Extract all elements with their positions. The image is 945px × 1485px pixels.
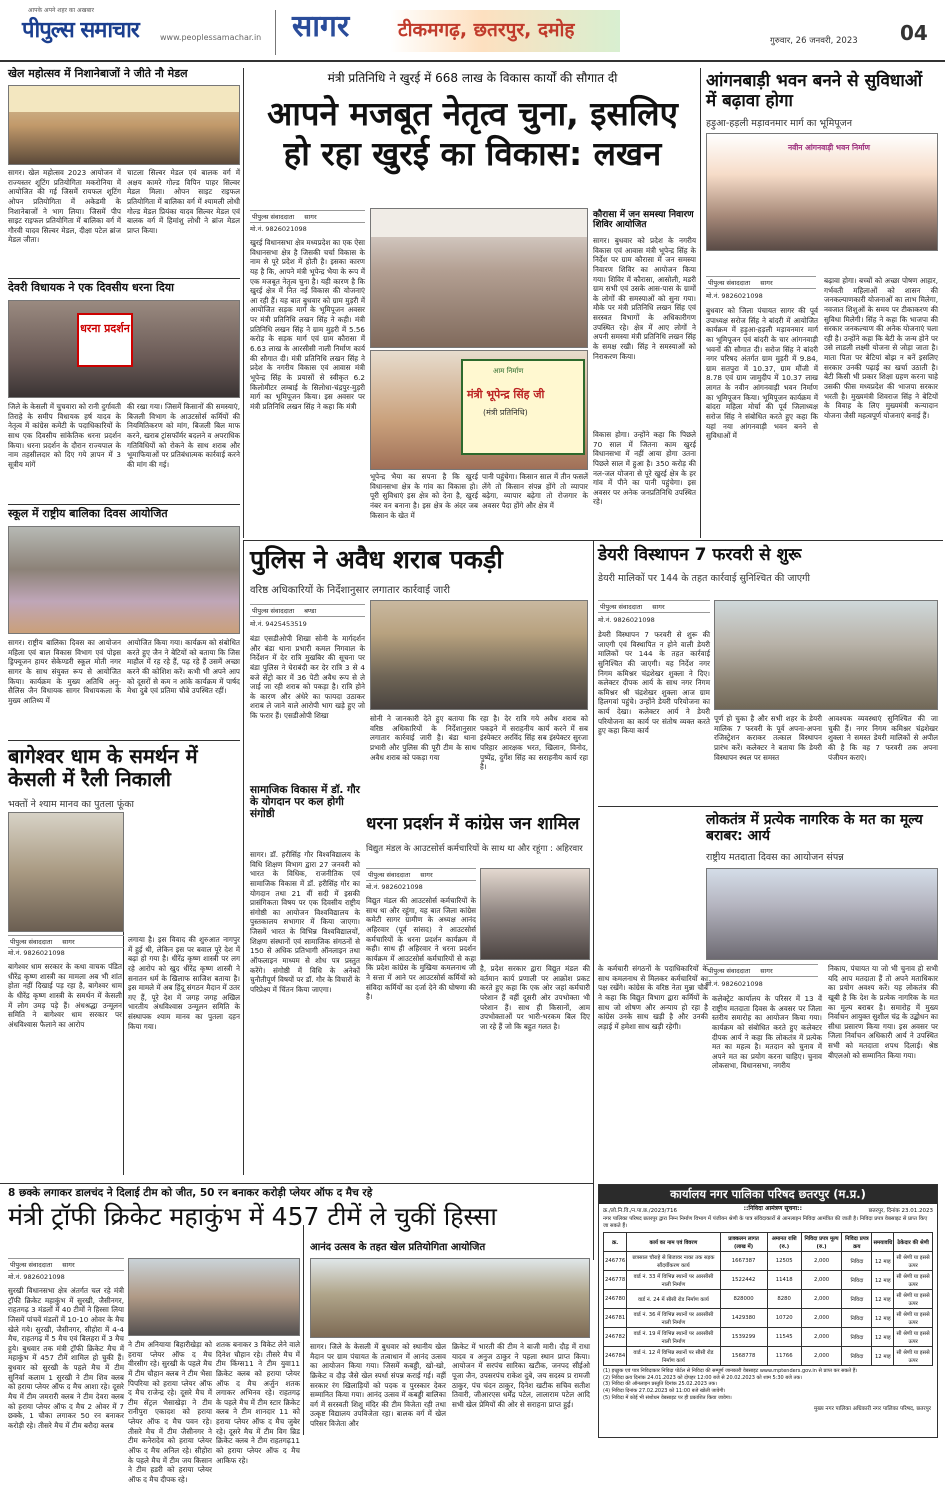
banner-name: मंत्री भूपेन्द्र सिंह जी bbox=[467, 388, 545, 401]
article-text: खुरई विधानसभा क्षेत्र मध्यप्रदेश का एक ऐसा विधानसभा क्षेत्र है जिसकी चर्चा विकास के नाम से पूरे प्रदेश में होती है। इसका कारण यह है कि, आपने मंत्री भूपेन्द्र भैया के रूप में एक मजबूत नेतृत्व चुना है। यही कारण है कि खुरई क्षेत्र में नित नई विकास की योजनाएं आ रही हैं। यह बात बुधवार को ग्राम मुड़री में आयोजित सड़क मार्ग के भूमिपूजन अवसर पर मंत्री प्रतिनिधि लखन सिंह ने कही। मंत्री प्रतिनिधि लखन सिंह ने ग्राम मुड़री में 5.56 करोड़ के सड़क मार्ग एवं ग्राम कौरासा में 6.63 लाख के आरसीसी नाली निर्माण कार्य की सौगात दी। मंत्री प्रतिनिधि लखन सिंह ने प्रदेश के नगरीय विकास एवं आवास मंत्री भूपेन्द्र सिंह के प्रयासों से स्वीकृत 6.2 किलोमीटर लम्बाई के सिलोधा-चंद्रपुर-मुड़री मार्ग का भूमिपूजन किया। इस अवसर पर मंत्री प्रतिनिधि लखन सिंह ने कहा कि मंत्री bbox=[250, 238, 365, 411]
table-header-cell: निविदा प्रपत्र मूल्य (रु.) bbox=[801, 1232, 841, 1251]
byline-place: सागर bbox=[62, 1261, 75, 1269]
table-cell: 2,000 bbox=[801, 1327, 841, 1346]
tender-table bbox=[603, 1232, 933, 1366]
byline bbox=[8, 1258, 124, 1271]
table-cell: 12 माह bbox=[872, 1346, 894, 1365]
photo-girls-school bbox=[8, 526, 240, 634]
table-header-cell: ठेकेदार की श्रेणी bbox=[894, 1232, 933, 1251]
table-cell: सी श्रेणी या इससे ऊपर bbox=[894, 1308, 933, 1327]
article-shooting-medals bbox=[8, 168, 240, 276]
kicker-khurai: मंत्री प्रतिनिधि ने खुरई में 668 लाख के विकास कार्यों की सौगात दी bbox=[327, 71, 618, 85]
article-text: आवश्यक व्यवस्थाएं सुनिश्चित की जा चुकी हैं। नगर निगम कमिश्नर चंद्रशेखर शुक्ला ने समस्त डेयरी मालिकों से अपील की है कि वह 7 फरवरी तक अपना पंजीयन कराएं। bbox=[828, 714, 938, 762]
article-text: के कर्मचारी संगठनों के पदाधिकारियों के साथ कमलनाथ से मिलकर कर्मचारियों का पक्ष रखेंगे। कांग्रेस के वरिष्ठ नेता मुन्ना चौबे ने कहा कि विद्युत विभाग द्वारा कर्मियों के साथ जो शोषण और अन्याय हो रहा है कांग्रेस उनके साथ खड़ी है और उनकी लड़ाई में हमेशा साथ खड़ी रहेगी। bbox=[598, 964, 708, 1031]
byline-mobile: मो.नं. 9826021098 bbox=[8, 1273, 65, 1281]
table-cell: सी श्रेणी या इससे ऊपर bbox=[894, 1270, 933, 1289]
subheadline-illegal-liquor: वरिष्ठ अधिकारियों के निर्देशानुसार लगातार कार्रवाई जारी bbox=[250, 585, 450, 596]
notice-title: कार्यालय नगर पालिका परिषद छतरपुर (म.प्र.) bbox=[599, 1185, 937, 1204]
article-text: विद्युत मंडल की आउटसोर्स कर्मचारियों के साथ था और रहूंगा, यह बात जिला कांग्रेस कमेटी सागर ग्रामीण के अध्यक्ष आनंद अहिरवार (पूर्व सांसद) ने आउटसोर्स कर्मचारियों के धरना प्रदर्शन कार्यक्रम में कही। साथ ही अहिरवार ने धरना प्रदर्शन कार्यक्रम में आउटसोर्स कर्मचारियों से कहा कि प्रदेश कांग्रेस के मुखिया कमलनाथ जी ने सत्ता में आने पर आउटसोर्स कर्मियों को संविदा कर्मियों का दर्जा देने की घोषणा की है। bbox=[366, 896, 476, 1002]
article-girl-child-day bbox=[8, 638, 240, 738]
headline-congress-protest: धरना प्रदर्शन में कांग्रेस जन शामिल bbox=[366, 814, 580, 834]
table-cell: 246781 bbox=[604, 1308, 627, 1327]
headline-cricket-tournament: मंत्री ट्रॉफी क्रिकेट महाकुंभ में 457 टीमें ले चुकीं हिस्सा bbox=[8, 1202, 497, 1231]
table-row bbox=[604, 1289, 933, 1308]
table-cell: 1429380 bbox=[720, 1308, 767, 1327]
article-text: सुरखी विधानसभा क्षेत्र अंतर्गत चल रहे मंत्री ट्रॉफी क्रिकेट महाकुंभ में सुरखी, जैसीनगर, राहतगढ़ 3 मंडलों में 40 टीमों ने हिस्सा लिया जिसमें पांचवें मंडलों में 10-10 ओवर के मैच खेले गये। सुरखी, जैसीनगर, सीहोरा में 4-4 मैच, राहतगढ़ में 5 मैच एवं बिलहरा में 3 मैच हुये। बुधवार तक मंत्री ट्रॉफी क्रिकेट मैच में महाकुंभ में 457 टीमें शामिल हो चुकी हैं। बुधवार को सुरखी के पहले मैच में टीम सुनिर्वा कलाम 1 सुरखी ने टीम शिव क्लब को हराया प्लेयर ऑफ द मैच आशा रहे। दूसरे मैच में टीम जमरारी क्लब ने टीम देवरा क्लब को हराया प्लेयर ऑफ द मैच 2 ओवर में 7 छक्के, 1 चौका लगाकर 50 रन बनाकर करोड़ी रहे। तीसरे मैच में टीम बरौदा क्लब bbox=[8, 1286, 124, 1430]
byline bbox=[250, 210, 365, 223]
kicker-cricket: 8 छक्के लगाकर डालचंद ने दिलाई टीम को जीत, 50 रन बनाकर करोड़ी प्लेयर ऑफ द मैच रहे bbox=[8, 1187, 373, 1199]
table-cell: निविदा bbox=[842, 1327, 872, 1346]
logo: पीपुल्स समाचार bbox=[22, 18, 139, 43]
masthead-divider bbox=[275, 10, 276, 55]
byline-place: सागर bbox=[304, 213, 317, 221]
column-divider bbox=[700, 68, 701, 538]
table-cell: 12 माह bbox=[872, 1308, 894, 1327]
article-text: पानी पहुंचेगा। किसान साल में तीन फसलें लेंगे तो किसान संपन्न होंगे तो व्यापार बढ़ेगा, व्यापार बढ़ेगा तो रोजगार के अवसर पैदा होंगे और क्षेत्र में bbox=[482, 472, 588, 510]
table-cell: 2,000 bbox=[801, 1289, 841, 1308]
photo-shooting-winners bbox=[8, 85, 240, 165]
anganwadi-banner: नवीन आंगनवाड़ी भवन निर्माण bbox=[788, 143, 870, 152]
table-cell: सी श्रेणी या इससे ऊपर bbox=[894, 1327, 933, 1346]
headline-bageshwar-rally: बागेश्वर धाम के समर्थन में केसली में रैली निकाली bbox=[8, 744, 198, 791]
banner-role: (मंत्री प्रतिनिधि) bbox=[483, 408, 528, 417]
article-text: बंडा एसडीओपी शिखा सोनी के मार्गदर्शन और बंडा थाना प्रभारी कमल निगवाल के निर्देशन में देर रात्रि मुखबिर की सूचना पर बंडा पुलिस ने घेराबंदी कर देर रात्रि 3 से 4 बजे सेंट्रो कार में 36 पेटी अवैध रूप से ले जाई जा रही शराब को पकड़ा है। रात्रि होने के कारण और अंधेरे का फायदा उठाकर शराब ले जाने वाले आरोपी भाग खड़े हुए जो कि फरार हैं। एसडीओपी शिखा bbox=[250, 634, 365, 721]
notice-note: (1) इच्छुक एवं पात्र निविदाकार निविदा पोर्टल से निविदा की सम्पूर्ण जानकारी वेबसाइट www.mptenders.gov.in से प्राप्त कर सकते हैं। bbox=[603, 1367, 858, 1374]
byline-name: पीपुल्स संवाददाता bbox=[368, 871, 411, 879]
article-text: पूर्ण हो चुका है और सभी शहर के डेयरी मालिक 7 फरवरी के पूर्व अपना-अपना रजिस्ट्रेशन कराकर तत्काल विस्थापन प्रारंभ करें। कलेक्टर ने बताया कि डेयरी विस्थापन स्थल पर समस्त bbox=[714, 714, 822, 762]
table-cell: 12 माह bbox=[872, 1289, 894, 1308]
table-cell: 12505 bbox=[767, 1251, 801, 1270]
notice-intro: नगर पालिका परिषद छतरपुर द्वारा निम्न निर्माण विभाग में पंजीयन श्रेणी के पात्र संविदाकारों से आनलाइन निविदा आमंत्रित की जाती है। निविदा प्रपत्र वेबसाइट से प्राप्त किए जा सकते हैं। bbox=[603, 1216, 928, 1230]
headline-illegal-liquor: पुलिस ने अवैध शराब पकड़ी bbox=[250, 545, 503, 574]
byline bbox=[706, 276, 816, 289]
column-divider bbox=[593, 540, 594, 830]
byline-place: सागर bbox=[420, 871, 433, 879]
byline bbox=[8, 935, 124, 948]
table-row bbox=[604, 1327, 933, 1346]
table-cell: 11766 bbox=[767, 1346, 801, 1365]
table-cell: 246784 bbox=[604, 1346, 627, 1365]
table-cell: 1522442 bbox=[720, 1270, 767, 1289]
article-text: कलेक्ट्रेट कार्यालय के परिसर में 13 वें राष्ट्रीय मतदाता दिवस के अवसर पर जिला स्तरीय समारोह का आयोजन किया गया। कार्यक्रम को संबोधित करते हुए कलेक्टर दीपक आर्य ने कहा कि लोकतंत्र में प्रत्येक मत का महत्व है। मतदान को चुनाव में अपने मत का प्रयोग करना चाहिए। चुनाव लोकसभा, विधानसभा, नगरीय bbox=[712, 994, 822, 1071]
byline-place: बण्डा bbox=[304, 607, 317, 615]
byline-mobile: मो.नं. 9826021098 bbox=[598, 616, 655, 624]
article-text: सागर। डॉ. हरीसिंह गौर विश्वविद्यालय के विधि शिक्षण विभाग द्वारा 27 जनवरी को भारत के विधिक, राजनीतिक एवं सामाजिक विकास में डॉ. हरीसिंह गौर का योगदान तथा 21 वीं सदी में इसकी प्रासंगिकता विषय पर एक दिवसीय राष्ट्रीय संगोष्ठी का आयोजन विश्वविद्यालय के पुस्तकालय सभागार में किया जाएगा। जिसमें भारत के विभिन्न विश्वविद्यालयों, शिक्षण संस्थानों एवं सामाजिक संगठनों से 150 से अधिक प्रतिभागी ऑनलाइन तथा ऑफलाइन माध्यम से शोध पत्र प्रस्तुत करेंगे। संगोष्ठी में विधि के अनेकों चुनौतीपूर्ण विषयों पर डॉ. गौर के विचारों के परिप्रेक्ष्य में चिंतन किया जाएगा। bbox=[250, 850, 360, 994]
article-text: सोनी ने जानकारी देते हुए बताया कि वरिष्ठ अधिकारियों के निर्देशानुसार लगातार कार्रवाई जारी है। बंडा थाना प्रभारी और पुलिस की पूरी टीम के साथ अवैध शराब को पकड़ा गया bbox=[370, 714, 476, 762]
article-text: विकास होगा। उन्होंने कहा कि पिछले 70 साल में जितना काम खुरई विधानसभा में नहीं आया होगा उतना पिछले साल में हुआ है। 350 करोड़ की नल-जल योजना से पूरे खुरई क्षेत्र के हर गांव में पीने का पानी पहुंचेगा। इस अवसर पर अनेक जनप्रतिनिधि उपस्थित रहे। bbox=[593, 430, 696, 507]
table-cell: निविदा bbox=[842, 1308, 872, 1327]
photo-protest bbox=[8, 300, 240, 398]
photo-congress-protest bbox=[480, 868, 590, 960]
byline-name: पीपुल्स संवाददाता bbox=[10, 1261, 53, 1269]
subheadline-anganwadi: हड़ुआ-हड़ली मड़ावनमार मार्ग का भूमिपूजन bbox=[706, 118, 852, 129]
logo-tagline: आपके अपने शहर का अखबार bbox=[28, 7, 94, 14]
table-cell: वार्ड नं. 19 में विभिन्न स्थानों पर आरसीसी नाली निर्माण bbox=[627, 1327, 720, 1346]
byline-place: सागर bbox=[62, 938, 75, 946]
table-cell: निविदा bbox=[842, 1251, 872, 1270]
byline-name: पीपुल्स संवाददाता bbox=[708, 967, 751, 975]
table-cell: वार्ड नं. 33 में विभिन्न स्थानों पर आरसीसी नाली निर्माण bbox=[627, 1270, 720, 1289]
table-row bbox=[604, 1251, 933, 1270]
page-number: 04 bbox=[900, 21, 928, 45]
headline-shooting-medals: खेल महोत्सव में निशानेबाजों ने जीते नौ मेडल bbox=[8, 67, 188, 80]
subheadline-voter-day: राष्ट्रीय मतदाता दिवस का आयोजन संपन्न bbox=[706, 852, 844, 863]
byline bbox=[706, 964, 818, 977]
article-deori-mla-protest bbox=[8, 402, 240, 502]
table-header-cell: समयावधि bbox=[872, 1232, 894, 1251]
byline-name: पीपुल्स संवाददाता bbox=[252, 607, 295, 615]
article-text: आयोजित किया गया। कार्यक्रम को संबोधित करते हुए जैन ने बेटियों को बताया कि जिस माहौल में रह रहे हैं, पढ़ रहे हैं उसमें अच्छा करने की कोशिश करें। कभी भी अपने आप को दूसरों से कम न आंके कार्यक्रम में पार्षद मेधा दुबे एवं प्रतिमा चौबे उपस्थित रहीं। bbox=[127, 638, 240, 696]
article-text: सागर। बुधवार को प्रदेश के नगरीय विकास एवं आवास मंत्री भूपेन्द्र सिंह के निर्देश पर ग्राम कौरासा में जन समस्या निवारण शिविर का आयोजन किया गया। शिविर में कौरासा, आसोली, मडरी ग्राम सभी एवं उसके आस-पास के ग्रामों के लोगों की समस्याओं को सुना गया। मौके पर मंत्री प्रतिनिधि लखन सिंह एवं सरस्वत विभागों के अधिकारीगण उपस्थित रहे। क्षेत्र में आए लोगों ने अपनी समस्या मंत्री प्रतिनिधि लखन सिंह के समक्ष रखी। सिंह ने समस्याओं को निराकरण किया। bbox=[593, 236, 696, 361]
table-cell: 8280 bbox=[767, 1289, 801, 1308]
article-text: सागर। राष्ट्रीय बालिका दिवस का आयोजन महिला एवं बाल विकास विभाग एवं पोइस ड्रिफ्यूजन हायर सेकेण्डरी स्कूल मोती नगर सागर के साथ संयुक्त रूप से आयोजित किया। कार्यक्रम के मुख्य अतिथि अनु- सैलिस जैन विधायक सागर विधायकला के मुख्य आतिथ्य में bbox=[8, 638, 121, 705]
date: गुरुवार, 26 जनवरी, 2023 bbox=[770, 36, 858, 46]
row-divider bbox=[243, 540, 943, 541]
table-cell: वार्ड नं. 36 में विभिन्न स्थानों पर आरसीसी नाली निर्माण bbox=[627, 1308, 720, 1327]
article-text: बुधवार को जिला पंचायत सागर की पूर्व उपाध्यक्ष सरोज सिंह ने बांदरी में आयोजित कार्यक्रम में हड़ुआ-हड़ली मड़ावनमार मार्ग का भूमिपूजन एवं बांदरी के चार आंगनवाड़ी भवनों की सौगात दी। सरोज सिंह ने बांदरी नगर परिषद अंतर्गत ग्राम मुड़री में 9.84, ग्राम सतपुरा में 10.37, ग्राम मौंजी में 8.78 एवं ग्राम जामुदीप में 10.37 लाख लागत के नवीन आंगनवाड़ी भवन निर्माण का भूमिपूजन किया। भूमिपूजन कार्यक्रम में बांदरा महिला मोर्चा की पूर्व जिलाध्यक्ष सरोज सिंह ने संबोधित करते हुए कहा कि यहां नया आंगनवाड़ी भवन बनने से सुविधाओं में bbox=[706, 306, 818, 441]
notice-note: (3) निविदा की ऑनलाइन प्रस्तुति दिनांक 25.02.2023 तक। bbox=[603, 1381, 718, 1388]
photo-kabaddi bbox=[310, 1258, 590, 1338]
byline-mobile: मो.नं. 9826021098 bbox=[706, 292, 763, 300]
banner-tag: आम निर्माण bbox=[493, 367, 524, 375]
photo-anganwadi bbox=[706, 133, 938, 251]
city-name: सागर bbox=[292, 9, 350, 44]
website[interactable]: www.peoplessamachar.in bbox=[160, 33, 262, 42]
notice-signature: मुख्य नगर पालिका अधिकारी नगर पालिका परिषद, छतरपुर bbox=[813, 1405, 931, 1412]
table-cell: वार्ड नं. 24 में सीसी रोड निर्माण कार्य bbox=[627, 1289, 720, 1308]
table-row bbox=[604, 1270, 933, 1289]
table-cell: निविदा bbox=[842, 1270, 872, 1289]
article-text: सागर। जिले के केसली में बुधवार को स्थानीय खेल मैदान पर ग्राम पंचायत के तत्वाधान में आनंद उत्सव का आयोजन किया गया। जिसमें कबड्डी, खो-खो, क्रिकेट व दौड़ जैसे खेल स्पर्धा संपन्न कराई गई। वहीं सरकार रंग खिलाड़ियों को पदक व पुरस्कार देकर सम्मानित किया गया। आनंद उत्सव में कबड्डी बालिका वर्ग में सरस्वती शिशु मंदिर की टीम विजेता रही तथा उत्कृष्ट विद्यालय उपविजेता रहा। बालक वर्ग में खेल परिसर विजेता और bbox=[310, 1342, 446, 1429]
headline-voter-day: लोकतंत्र में प्रत्येक नागरिक के मत का मूल्य बराबर: आर्य bbox=[706, 812, 923, 845]
article-text: सागर। खेल महोत्सव 2023 आयोजन में राज्यस्तर शूटिंग प्रतियोगिता मकरोनिया में आयोजित की गई जिसमें रायफल शूटिंग ओपन प्रतियोगिता में अकेडमी के निशानेबाजों ने भाग लिया। जिसमें पीप साइट राइफल प्रतियोगिता में बालिका वर्ग में गौरवी यादव सिल्वर मेडल, दीक्षा पटेल ब्रांज मेडल जीता। bbox=[8, 168, 121, 245]
table-cell: 11418 bbox=[767, 1270, 801, 1289]
table-cell: 10720 bbox=[767, 1308, 801, 1327]
table-header-cell: निविदा प्रपत्र क्रय bbox=[842, 1232, 872, 1251]
byline-mobile: मो.नं. 9826021098 bbox=[366, 883, 423, 891]
table-cell: 11545 bbox=[767, 1327, 801, 1346]
table-cell: 246782 bbox=[604, 1327, 627, 1346]
table-header-cell: अमानत राशि (रु.) bbox=[767, 1232, 801, 1251]
headline-anganwadi: आंगनबाड़ी भवन बनने से सुविधाओं में बढ़ावा होगा bbox=[706, 71, 923, 111]
notice-subtitle: ::निविदा आमंत्रण सूचना:: bbox=[743, 1205, 802, 1213]
table-header-cell: कार्य का नाम एवं विवरण bbox=[627, 1232, 720, 1251]
table-cell: 1539299 bbox=[720, 1327, 767, 1346]
byline-mobile: मो.नं. 9425453519 bbox=[250, 620, 307, 628]
row-divider bbox=[8, 504, 240, 505]
table-cell: 246776 bbox=[604, 1251, 627, 1270]
article-text: है, प्रदेश सरकार द्वारा विद्युत मंडल की वर्तमान कार्य प्रणाली पर आक्रोश प्रकट करते हुए कहा कि एक ओर जहां कर्मचारी परेशान हैं वहीं दूसरी ओर उपभोक्ता भी परेशान हैं। साथ ही किसानों, आम उपभोक्ताओं पर भारी-भरकम बिल दिए जा रहे हैं जो कि बहुत गलत है। bbox=[480, 964, 590, 1031]
byline-place: सागर bbox=[760, 279, 773, 287]
article-text: रहा है। देर रात्रि गये अवैध शराब को पकड़ने में सराहनीय कार्य करने में सब इंस्पेक्टर अरविंद सिंह सब इंस्पेक्टर सुरजा परिहार आरक्षक भरत, खिलान, विनोद, पुष्पेंद्र, दुर्गेश सिंह का सराहनीय कार्य रहा है। bbox=[480, 714, 588, 772]
table-cell: 828000 bbox=[720, 1289, 767, 1308]
table-cell: निविदा bbox=[842, 1289, 872, 1308]
byline-mobile: मो.नं. 9826021098 bbox=[250, 225, 307, 233]
photo-voter-day bbox=[706, 868, 938, 960]
photo-cricket-teams bbox=[128, 1258, 300, 1336]
article-text: निकाय, पंचायत या जो भी चुनाव हो सभी यदि आप मतदाता हैं तो अपने मताधिकार का प्रयोग अवश्य करें। यह लोकतंत्र की खूबी है कि देश के प्रत्येक नागरिक के मत का मूल्य बराबर है। समारोह में मुख्य निर्वाचन आयुक्त सुशील चंद्र के उद्बोधन का सीधा प्रसारण किया गया। इस अवसर पर जिला निर्वाचन अधिकारी आर्य ने उपस्थित सभी को मतदाता शपथ दिलाई। श्रेष्ठ बीएलओ को सम्मानित किया गया। bbox=[828, 964, 938, 1060]
table-header-cell: प्राक्कलन लागत (लाख में) bbox=[720, 1232, 767, 1251]
article-text: क्रिकेट में भारती की टीम ने बाजी मारी। दौड़ में राधा यादव व अनुज ठाकुर ने पहला स्थान प्राप्त किया। आयोजन में सरपंच सारिका खटीक, जनपद सीईओ पूजा जैन, उपसरपंच राकेश दुबे, जय सदस्य प्र रामजी ठाकुर, पंच चंदन ठाकुर, दिनेश खटीक सचिव सतीश तिवारी, जीआरएस धर्मेंद्र पटेल, लालाराम पटेल आदि सभी खेल प्रेमियों की ओर से सराहना प्राप्त हुई। bbox=[452, 1342, 590, 1409]
article-text: ने टीम अनियाया बिहारीखेड़ा को हराया प्लेयर ऑफ द मैच वीरसीग रहे। सुरखी के पहले मैच में टीम चौहान क्लब ने टीम भैसा पिपरिया को हराया प्लेयर ऑफ द मैच राजेन्द्र रहे। दूसरे मैच में टीम सेंट्रल भैसाखेड़ा ने टीम रानीपुरा एकादश को हराया प्लेयर ऑफ द मैच पवन रहे। तीसरे मैच में टीम जैसीनगर ने टीम कनेरादेव को हराया प्लेयर ऑफ द मैच अनिल रहे। सीहोरा के पहले मैच में टीम जय किसान ने टीम हडरी को हराया प्लेयर ऑफ द मैच दीपक रहे। bbox=[128, 1340, 212, 1484]
subheadline-dairy: डेयरी मालिकों पर 144 के तहत कार्रवाई सुनिश्चित की जाएगी bbox=[598, 573, 810, 584]
column-divider bbox=[593, 830, 594, 1260]
protest-banner: धरना प्रदर्शन bbox=[77, 313, 133, 367]
row-divider bbox=[0, 1183, 593, 1184]
byline-name: पीपुल्स संवाददाता bbox=[708, 279, 751, 287]
byline-mobile: मो.नं. 9826021098 bbox=[8, 949, 65, 957]
subheadline-congress: विद्युत मंडल के आउटसोर्स कर्मचारियों के साथ था और रहूंगा : अहिरवार bbox=[366, 844, 583, 854]
table-cell: 246780 bbox=[604, 1289, 627, 1308]
notice-note: (2) निविदा क्रय दिनांक 24.01.2023 को दोपहर 12:00 बजे से 20.02.2023 को शाम 5:30 बजे तक। bbox=[603, 1374, 803, 1381]
table-cell: निविदा bbox=[842, 1346, 872, 1365]
article-text: शतक बनाकर 3 विकेट लेने वाले दिनेश चौहान रहे। तीसरे मैच में टीम किंग्स11 ने टीम युवा11 क्रिकेट क्लब को हराया प्लेयर ऑफ द मैच अर्जुन शतक लगाकर अभिनव रहे। राहतगढ़ के पहले मैच में टीम स्टार क्रिकेट क्लब ने टीम शानदार 11 को हराया प्लेयर ऑफ द मैच जुबेर रहे। दूसरे मैच में टीम विग ब्रिड क्रिकेट क्लब ने टीम राहतगढ़11 को हराया प्लेयर ऑफ द मैच आकिफ रहे। bbox=[216, 1340, 300, 1465]
byline-mobile: मो.नं. 9826021098 bbox=[706, 980, 763, 988]
column-divider bbox=[303, 1225, 304, 1435]
table-cell: 1667387 bbox=[720, 1251, 767, 1270]
notice-notes bbox=[599, 1366, 937, 1404]
photo-bhoomi-pujan bbox=[370, 350, 588, 470]
byline bbox=[366, 868, 476, 881]
article-text: भूपेन्द्र भैया का सपना है कि खुरई विधानसभा क्षेत्र के गांव का विकास हो। पूरी सुविधाएं इस क्षेत्र को देना है, खुरई नंबर वन बनाना है। इस क्षेत्र के अंदर जब किसान के खेत में bbox=[370, 472, 478, 520]
article-text: की रखा गया। जिसमें किसानों की समस्याएं, बिजली विभाग के आउटसोर्स कर्मियों की नियमितिकरण को मांग, बिजली बिल माफ करने, खराब ट्रांसफॉर्मर बदलने व अपराधिक गतिविधियों को रोकने के साथ शराब और भूमाफियाओं पर प्रतिबंधात्मक कार्रवाई करने की मांग की गई। bbox=[127, 402, 240, 469]
headline-anand-utsav: आनंद उत्सव के तहत खेल प्रतियोगिता आयोजित bbox=[310, 1242, 486, 1253]
table-cell: 246778 bbox=[604, 1270, 627, 1289]
photo-khurai-event bbox=[370, 208, 588, 348]
tender-notice bbox=[598, 1184, 938, 1438]
row-divider bbox=[8, 740, 240, 741]
byline-name: पीपुल्स संवाददाता bbox=[252, 213, 295, 221]
row-divider bbox=[598, 806, 938, 807]
byline-place: सागर bbox=[760, 967, 773, 975]
table-cell: 2,000 bbox=[801, 1346, 841, 1365]
notice-date: छतरपुर, दिनांक 23.01.2023 bbox=[868, 1208, 933, 1215]
byline-place: सागर bbox=[652, 603, 665, 611]
article-text: चाटला सिल्वर मेडल एवं बालक वर्ग में अक्षय कामरे गोल्ड विपिन पाहर सिल्वर मेडल मिला। ओपन साइट राइफल प्रतियोगिता में बालिका वर्ग में श्यामली लोधी गोल्ड मेडल प्रियंका यादव सिल्वर मेडल एवं बालक वर्ग में हिमांशु लोधी ने ब्रांज मेडल प्राप्त किया। bbox=[127, 168, 240, 235]
masthead bbox=[0, 0, 945, 62]
table-row bbox=[604, 1346, 933, 1365]
table-cell: 2,000 bbox=[801, 1251, 841, 1270]
byline-name: पीपुल्स संवाददाता bbox=[600, 603, 643, 611]
districts: टीकमगढ़, छतरपुर, दमोह bbox=[398, 19, 575, 41]
table-cell: सी श्रेणी या इससे ऊपर bbox=[894, 1289, 933, 1308]
headline-girl-child-day: स्कूल में राष्ट्रीय बालिका दिवस आयोजित bbox=[8, 507, 168, 520]
column-divider bbox=[243, 780, 244, 1175]
table-cell: सी श्रेणी या इससे ऊपर bbox=[894, 1251, 933, 1270]
byline bbox=[598, 600, 710, 613]
table-cell: 1568778 bbox=[720, 1346, 767, 1365]
article-text: बागेश्वर धाम सरकार के कथा वाचक पंडित धीरेंद्र कृष्ण शास्त्री का मामला अब भी शांत होता नहीं दिखाई पड़ रहा है, बागेश्वर धाम के धीरेंद्र कृष्ण शास्त्री के समर्थन में केसली में लोग उमड़ पड़े हैं। अंधश्रद्धा उन्मूलन समिति ने बागेश्वर धाम सरकार पर अंधविश्वास फैलाने का आरोप bbox=[8, 962, 122, 1029]
table-cell: 2,000 bbox=[801, 1270, 841, 1289]
byline-name: पीपुल्स संवाददाता bbox=[10, 938, 53, 946]
notice-ref: क्र./लो.नि.वि./न.पा.छ./2023/716 bbox=[603, 1208, 677, 1215]
table-cell: 2,000 bbox=[801, 1308, 841, 1327]
article-text: लगाया है। इस विवाद की शुरुआत नागपुर में हुई थी, लेकिन इस पर बवाल पूरे देश में बढ़ा हो गया है। धीरेंद्र कृष्ण शास्त्री पर लग रहे आरोप को खुद धीरेंद्र कृष्ण शास्त्री ने सनातन धर्म के खिलाफ साजिश बताया है। इस मामले में अब हिंदू संगठन मैदान में उतर गए हैं, पूरे देश में जगह जगह अखिल भारतीय अंधविश्वास उन्मूलन समिति के संस्थापक श्याम मानव का पुतला दहन किया गया। bbox=[128, 935, 240, 1031]
table-cell: सी श्रेणी या इससे ऊपर bbox=[894, 1346, 933, 1365]
photo-dairy-site bbox=[714, 600, 938, 710]
byline bbox=[250, 604, 365, 617]
headline-khurai-development: आपने मजबूत नेतृत्व चुना, इसलिए हो रहा खुरई का विकास: लखन bbox=[267, 94, 678, 174]
banner-board bbox=[461, 359, 585, 455]
table-cell: 12 माह bbox=[872, 1270, 894, 1289]
photo-effigy-burning bbox=[8, 812, 124, 932]
photo-police-seizure bbox=[370, 600, 588, 710]
headline-kaurasa-camp: कौरासा में जन समस्या निवारण शिविर आयोजित bbox=[593, 210, 694, 231]
article-text: बढ़ावा होगा। बच्चों को अच्छा पोषण आहार, गर्भवती महिलाओं को शासन की जनकल्याणकारी योजनाओं का लाभ मिलेगा, नवजात शिशुओं के समय पर टीकाकरण की सुविधा मिलेगी। सिंह ने कहा कि भाजपा की सरकार जनकल्याण की अनेक योजनाएं चला रही है। उन्होंने कहा कि बेटी के जन्म होने पर उसे लाडली लक्ष्मी योजना से जोड़ा जाता है। माता पिता पर बेटियां बोझ न बनें इसलिए सरकार उनकी पढ़ाई का खर्चा उठाती है। बेटी किसी भी प्रकार शिक्षा ग्रहण करना चाहे उसकी फीस मध्यप्रदेश की भाजपा सरकार भरती है। मुख्यमंत्री शिवराज सिंह ने बेटियों के विवाह के लिए मुख्यमंत्री कन्यादान योजना जैसी महत्वपूर्ण योजनाएं बनाई हैं। bbox=[824, 276, 938, 420]
table-cell: 12 माह bbox=[872, 1327, 894, 1346]
article-text: डेयरी विस्थापन 7 फरवरी से शुरू की जाएगी एवं विस्थापित न होने वाली डेयरी मालिकों पर 144 के तहत कार्रवाई सुनिश्चित की जाएगी। यह निर्देश नगर निगम कमिश्नर चंद्रशेखर शुक्ला ने दिए। कलेक्टर दीपक आर्य के साथ नगर निगम कमिश्नर श्री चंद्रशेखर शुक्ला आज ग्राम हिलगवां पहुंचे। उन्होंने डेयरी परियोजना का कार्य देखा। कलेक्टर आर्य ने डेयरी परियोजना का कार्य पर संतोष व्यक्त करते हुए कहा किया कार्य bbox=[598, 630, 710, 736]
table-cell: 12 माह bbox=[872, 1251, 894, 1270]
table-row bbox=[604, 1308, 933, 1327]
table-cell: छत्रसाल चौराहे से बिजावर नाका तक सड़क सौंदर्यीकरण कार्य bbox=[627, 1251, 720, 1270]
column-divider bbox=[243, 68, 244, 538]
table-header-cell: क्र. bbox=[604, 1232, 627, 1251]
headline-dairy-relocation: डेयरी विस्थापन 7 फरवरी से शुरू bbox=[598, 545, 802, 565]
table-cell: वार्ड नं. 12 में विभिन्न स्थानों पर सीसी रोड निर्माण कार्य bbox=[627, 1346, 720, 1365]
subheadline-bageshwar: भक्तों ने श्याम मानव का पुतला फूंका bbox=[8, 799, 134, 810]
article-text: जिले के केसली में चुचवारा को रानी दुर्गावती तिराहे के समीप विधायक हर्ष यादव के नेतृत्व में कांग्रेस कमेटी के पदाधिकारियों के साथ एक दिवसीय सांकेतिक धरना प्रदर्शन किया। धरना प्रदर्शन के दौरान राज्यपाल के नाम तहसीलदार को दिए गये ज्ञापन में 3 सूत्रीय मांगें bbox=[8, 402, 121, 469]
headline-deori-mla-protest: देवरी विधायक ने एक दिवसीय धरना दिया bbox=[8, 281, 174, 294]
notice-note: (4) निविदा दिनांक 27.02.2023 को 11:00 बजे खोली जावेगी। bbox=[603, 1388, 726, 1395]
row-divider bbox=[8, 278, 240, 279]
notice-note: (5) निविदा में कोई भी संशोधन वेबसाइट पर ही प्रकाशित किया जावेगा। bbox=[603, 1394, 732, 1401]
headline-dr-gour-seminar: सामाजिक विकास में डॉ. गौर के योगदान पर कल होगी संगोष्ठी bbox=[250, 784, 360, 821]
